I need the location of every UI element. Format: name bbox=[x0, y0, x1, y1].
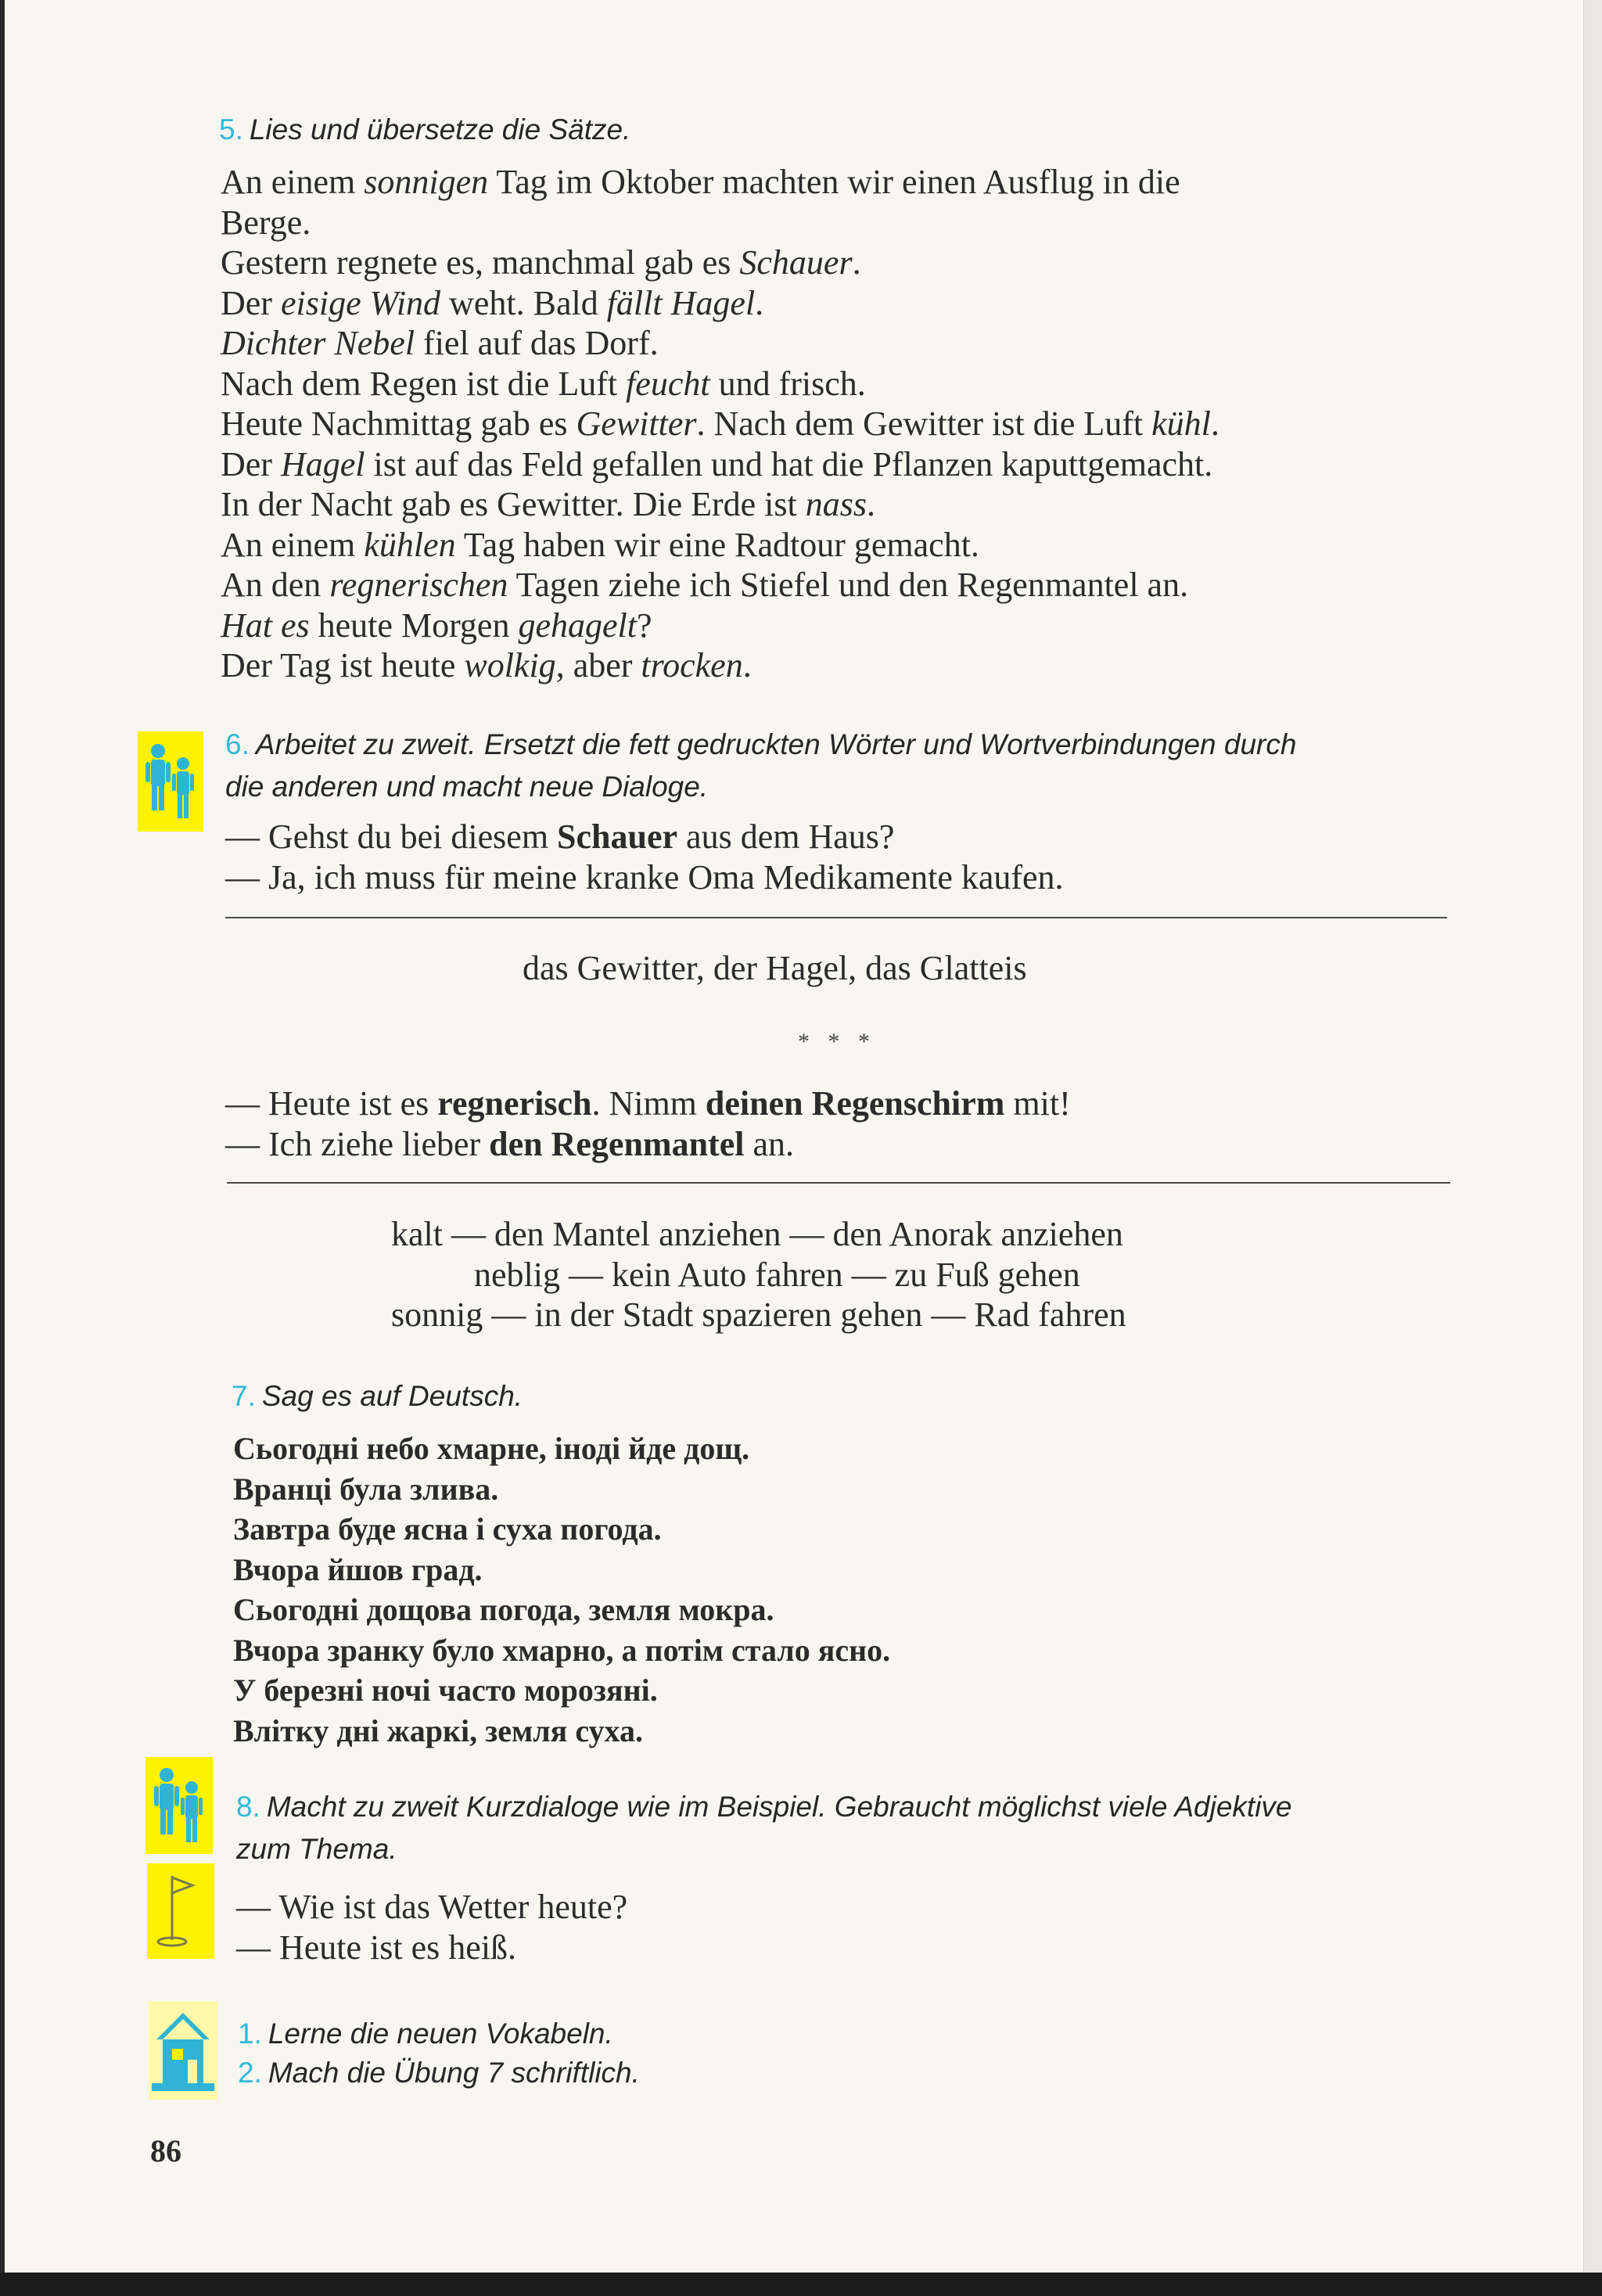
task7-instruction: Sag es auf Deutsch. bbox=[261, 1380, 523, 1412]
text-run: An einem bbox=[221, 525, 365, 564]
homework-number: 1. bbox=[238, 2018, 262, 2050]
dialog-line: — Wie ist das Wetter heute? bbox=[236, 1888, 628, 1926]
text-run: und frisch. bbox=[709, 364, 866, 403]
italic-phrase: Dichter Nebel bbox=[221, 324, 415, 362]
italic-phrase: kühlen bbox=[364, 525, 456, 564]
text-run: ? bbox=[636, 605, 652, 645]
text-run: — Gehst du bei diesem bbox=[225, 817, 558, 856]
ukrainian-sentence: Завтра буде ясна і суха погода. bbox=[233, 1511, 662, 1547]
pair-work-icon bbox=[138, 731, 203, 832]
homework-number: 2. bbox=[238, 2057, 262, 2089]
text-line bbox=[221, 484, 1219, 525]
italic-phrase: sonnigen bbox=[364, 163, 489, 201]
text-run: Heute Nachmittag gab es bbox=[221, 404, 577, 443]
text-run: Tagen ziehe ich Stiefel und den Regenmantel an. bbox=[508, 566, 1189, 604]
text-line bbox=[221, 404, 1219, 444]
text-run: fiel auf das Dorf. bbox=[415, 324, 659, 362]
task6-dialog2 bbox=[225, 1083, 1071, 1164]
text-run: — Heute ist es bbox=[225, 1084, 438, 1123]
italic-phrase: nass bbox=[805, 485, 867, 523]
text-run: ist auf das Feld gefallen und hat die Pflanzen kaputtgemacht. bbox=[365, 444, 1213, 483]
text-run: . bbox=[852, 243, 861, 282]
text-run: Nach dem Regen ist die Luft bbox=[221, 364, 627, 403]
text-run: — Ich ziehe lieber bbox=[225, 1124, 490, 1163]
text-line bbox=[221, 243, 1219, 283]
bold-phrase: regnerisch bbox=[437, 1084, 592, 1123]
homework-text: Lerne die neuen Vokabeln. bbox=[268, 2018, 613, 2050]
ukrainian-sentence: Вчора йшов град. bbox=[233, 1551, 483, 1587]
task5-number: 5. bbox=[219, 113, 243, 146]
text-run: . bbox=[755, 283, 764, 322]
ukrainian-sentence: У березні ночі часто морозяні. bbox=[233, 1673, 658, 1708]
task7-number: 7. bbox=[232, 1380, 256, 1412]
text-run: Tag im Oktober machten wir einen Ausflug in die bbox=[488, 163, 1180, 201]
task6-instruction-line1: Arbeitet zu zweit. Ersetzt die fett gedruckten Wörter und Wortverbindungen durch bbox=[255, 728, 1297, 760]
text-run: An einem bbox=[221, 163, 365, 201]
task6-dialog1 bbox=[225, 817, 1064, 897]
homework-item-2 bbox=[238, 2051, 640, 2095]
separator-stars: * * * bbox=[798, 1029, 876, 1055]
text-run: Gestern regnete es, manchmal gab es bbox=[221, 243, 740, 282]
flag-icon bbox=[147, 1863, 214, 1959]
italic-phrase: Hagel bbox=[280, 444, 365, 483]
text-run: Der bbox=[221, 444, 281, 483]
italic-phrase: trocken bbox=[641, 646, 743, 684]
task8-heading-line2 bbox=[236, 1827, 397, 1871]
task5-sentences bbox=[221, 162, 1219, 686]
bold-phrase: deinen Regenschirm bbox=[705, 1084, 1005, 1123]
text-run: mit! bbox=[1004, 1084, 1071, 1123]
task8-instruction-line2: zum Thema. bbox=[236, 1833, 397, 1865]
text-run: In der Nacht gab es Gewitter. Die Erde ist bbox=[221, 485, 806, 523]
substitute-line: neblig — kein Auto fahren — zu Fuß gehen bbox=[474, 1255, 1080, 1294]
text-run: — Ja, ich muss für meine kranke Oma Medikamente kaufen. bbox=[225, 857, 1064, 896]
text-line bbox=[221, 444, 1219, 485]
pair-work-icon bbox=[145, 1757, 213, 1854]
ukrainian-sentence: Вчора зранку було хмарно, а потім стало ясно. bbox=[233, 1632, 891, 1668]
text-run: an. bbox=[744, 1124, 794, 1163]
italic-phrase: regnerischen bbox=[329, 566, 508, 604]
text-line bbox=[225, 817, 1064, 857]
text-run: An den bbox=[221, 566, 330, 604]
text-run: . Nach dem Gewitter ist die Luft bbox=[696, 404, 1152, 443]
italic-phrase: Schauer bbox=[739, 243, 853, 282]
text-run: . bbox=[1210, 404, 1219, 443]
task6-number: 6. bbox=[225, 728, 250, 760]
homework-text: Mach die Übung 7 schriftlich. bbox=[268, 2057, 640, 2089]
text-line bbox=[221, 645, 1219, 686]
task5-instruction: Lies und übersetze die Sätze. bbox=[249, 113, 631, 146]
dialog-line: — Heute ist es heiß. bbox=[236, 1928, 517, 1967]
text-run: heute Morgen bbox=[309, 605, 519, 645]
text-run: Tag haben wir eine Radtour gemacht. bbox=[455, 525, 979, 564]
substitute-line: sonnig — in der Stadt spazieren gehen — Rad fahren bbox=[391, 1295, 1126, 1334]
text-line bbox=[225, 1083, 1071, 1124]
task6-heading bbox=[225, 723, 1296, 767]
page-edge-right bbox=[1583, 0, 1602, 2296]
text-run: . bbox=[742, 646, 752, 684]
italic-phrase: fällt Hagel bbox=[606, 283, 756, 322]
task6-substitutes1: das Gewitter, der Hagel, das Glatteis bbox=[523, 949, 1027, 987]
bold-phrase: Schauer bbox=[557, 817, 678, 856]
text-line bbox=[221, 283, 1219, 324]
task6-substitutes2 bbox=[391, 1214, 1126, 1335]
house-icon bbox=[149, 2001, 217, 2100]
text-run: aus dem Haus? bbox=[677, 817, 895, 856]
text-line bbox=[221, 364, 1219, 404]
text-run: Der bbox=[221, 283, 281, 322]
page-edge-left bbox=[0, 0, 5, 2296]
substitute-line: kalt — den Mantel anziehen — den Anorak anziehen bbox=[391, 1215, 1123, 1253]
divider-rule bbox=[227, 1182, 1450, 1184]
text-line bbox=[225, 857, 1064, 898]
text-line bbox=[221, 525, 1219, 566]
task6-heading-line2 bbox=[225, 765, 708, 809]
task8-number: 8. bbox=[236, 1791, 260, 1823]
italic-phrase: Hat es bbox=[221, 605, 310, 645]
text-run: . bbox=[867, 485, 875, 523]
text-run: , aber bbox=[555, 646, 641, 684]
task7-sentences bbox=[233, 1428, 890, 1751]
homework-item-1 bbox=[238, 2012, 613, 2056]
italic-phrase: eisige Wind bbox=[280, 283, 441, 322]
italic-phrase: feucht bbox=[626, 364, 710, 403]
ukrainian-sentence: Сьогодні дощова погода, земля мокра. bbox=[233, 1592, 774, 1627]
task8-heading bbox=[236, 1785, 1292, 1829]
text-line bbox=[221, 605, 1219, 646]
italic-phrase: kühl bbox=[1151, 404, 1211, 443]
text-line bbox=[221, 203, 1219, 243]
task5-heading bbox=[219, 108, 630, 152]
ukrainian-sentence: Сьогодні небо хмарне, іноді йде дощ. bbox=[233, 1431, 750, 1466]
text-line bbox=[221, 323, 1219, 364]
task6-instruction-line2: die anderen und macht neue Dialoge. bbox=[225, 771, 709, 803]
ukrainian-sentence: Влітку дні жаркі, земля суха. bbox=[233, 1712, 644, 1748]
page-number: 86 bbox=[150, 2133, 181, 2168]
bold-phrase: den Regenmantel bbox=[489, 1124, 745, 1163]
page-bottom-edge bbox=[0, 2273, 1602, 2296]
text-line bbox=[221, 162, 1219, 203]
text-line bbox=[225, 1124, 1071, 1165]
text-line bbox=[221, 565, 1219, 605]
text-run: . Nimm bbox=[591, 1084, 706, 1123]
task7-heading bbox=[232, 1374, 523, 1418]
ukrainian-sentence: Вранці була злива. bbox=[233, 1471, 499, 1507]
italic-phrase: gehagelt bbox=[518, 605, 637, 645]
text-run: weht. Bald bbox=[440, 283, 607, 322]
task8-dialog bbox=[236, 1887, 627, 1967]
italic-phrase: Gewitter bbox=[576, 404, 697, 443]
divider-rule bbox=[225, 917, 1447, 918]
task8-instruction-line1: Macht zu zweit Kurzdialoge wie im Beispiel. Gebraucht möglichst viele Adjektive bbox=[266, 1791, 1292, 1823]
text-run: Berge. bbox=[221, 203, 311, 242]
text-run: Der Tag ist heute bbox=[221, 646, 465, 684]
italic-phrase: wolkig bbox=[464, 646, 556, 684]
